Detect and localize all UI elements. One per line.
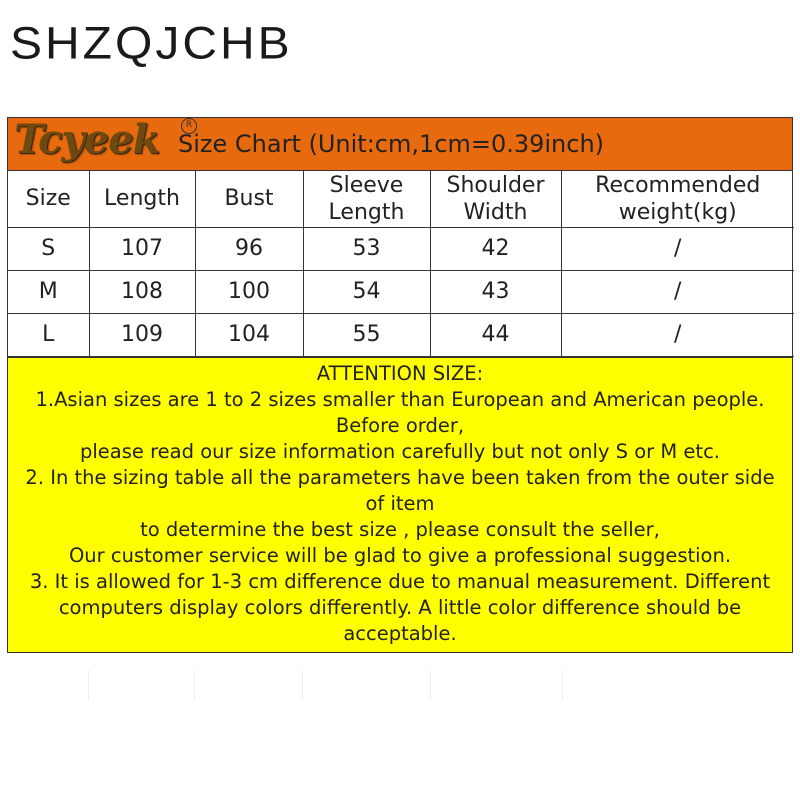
table-cell: S bbox=[8, 227, 89, 270]
table-cell: 96 bbox=[195, 227, 303, 270]
faint-divider bbox=[194, 670, 195, 700]
attention-line: 3. It is allowed for 1-3 cm difference due to manual measurement. Different bbox=[29, 569, 771, 593]
column-header: Size bbox=[8, 171, 89, 227]
table-cell: L bbox=[8, 313, 89, 356]
attention-line: 2. In the sizing table all the parameters have been taken from the outer side of item bbox=[25, 465, 775, 515]
attention-line: computers display colors differently. A little color difference should be acceptable. bbox=[58, 595, 742, 645]
table-row bbox=[8, 227, 794, 270]
faint-divider bbox=[430, 670, 431, 700]
size-table bbox=[8, 171, 794, 357]
attention-notice bbox=[8, 357, 792, 652]
attention-line: 1.Asian sizes are 1 to 2 sizes smaller than European and American people. Before order, bbox=[35, 387, 765, 437]
table-cell: 42 bbox=[430, 227, 561, 270]
brand-title: SHZQJCHB bbox=[10, 18, 293, 69]
table-cell: 108 bbox=[89, 270, 195, 313]
faint-divider bbox=[302, 670, 303, 700]
table-cell: 107 bbox=[89, 227, 195, 270]
table-cell: / bbox=[561, 313, 794, 356]
attention-line: Our customer service will be glad to give a professional suggestion. bbox=[68, 543, 732, 567]
table-cell: 53 bbox=[303, 227, 430, 270]
table-cell: 43 bbox=[430, 270, 561, 313]
table-cell: 55 bbox=[303, 313, 430, 356]
column-header: Bust bbox=[195, 171, 303, 227]
size-chart bbox=[7, 117, 793, 653]
attention-heading: ATTENTION SIZE: bbox=[316, 361, 484, 385]
column-header: Shoulder Width bbox=[430, 171, 561, 227]
chart-header bbox=[8, 118, 792, 171]
table-cell: M bbox=[8, 270, 89, 313]
table-row bbox=[8, 270, 794, 313]
table-header-row bbox=[8, 171, 794, 227]
registered-mark-icon: R bbox=[181, 118, 197, 134]
table-cell: / bbox=[561, 227, 794, 270]
brand-logo: Tcyeek bbox=[14, 116, 160, 163]
column-header: Recommended weight(kg) bbox=[561, 171, 794, 227]
attention-line: to determine the best size , please consult the seller, bbox=[140, 517, 660, 541]
attention-line: please read our size information carefully but not only S or M etc. bbox=[80, 439, 720, 463]
table-cell: 44 bbox=[430, 313, 561, 356]
column-header: Sleeve Length bbox=[303, 171, 430, 227]
faint-divider bbox=[88, 670, 89, 700]
table-cell: 109 bbox=[89, 313, 195, 356]
faint-divider bbox=[562, 670, 563, 700]
chart-title: Size Chart (Unit:cm,1cm=0.39inch) bbox=[178, 130, 605, 158]
table-cell: 100 bbox=[195, 270, 303, 313]
table-row bbox=[8, 313, 794, 356]
table-cell: / bbox=[561, 270, 794, 313]
table-cell: 54 bbox=[303, 270, 430, 313]
table-cell: 104 bbox=[195, 313, 303, 356]
column-header: Length bbox=[89, 171, 195, 227]
